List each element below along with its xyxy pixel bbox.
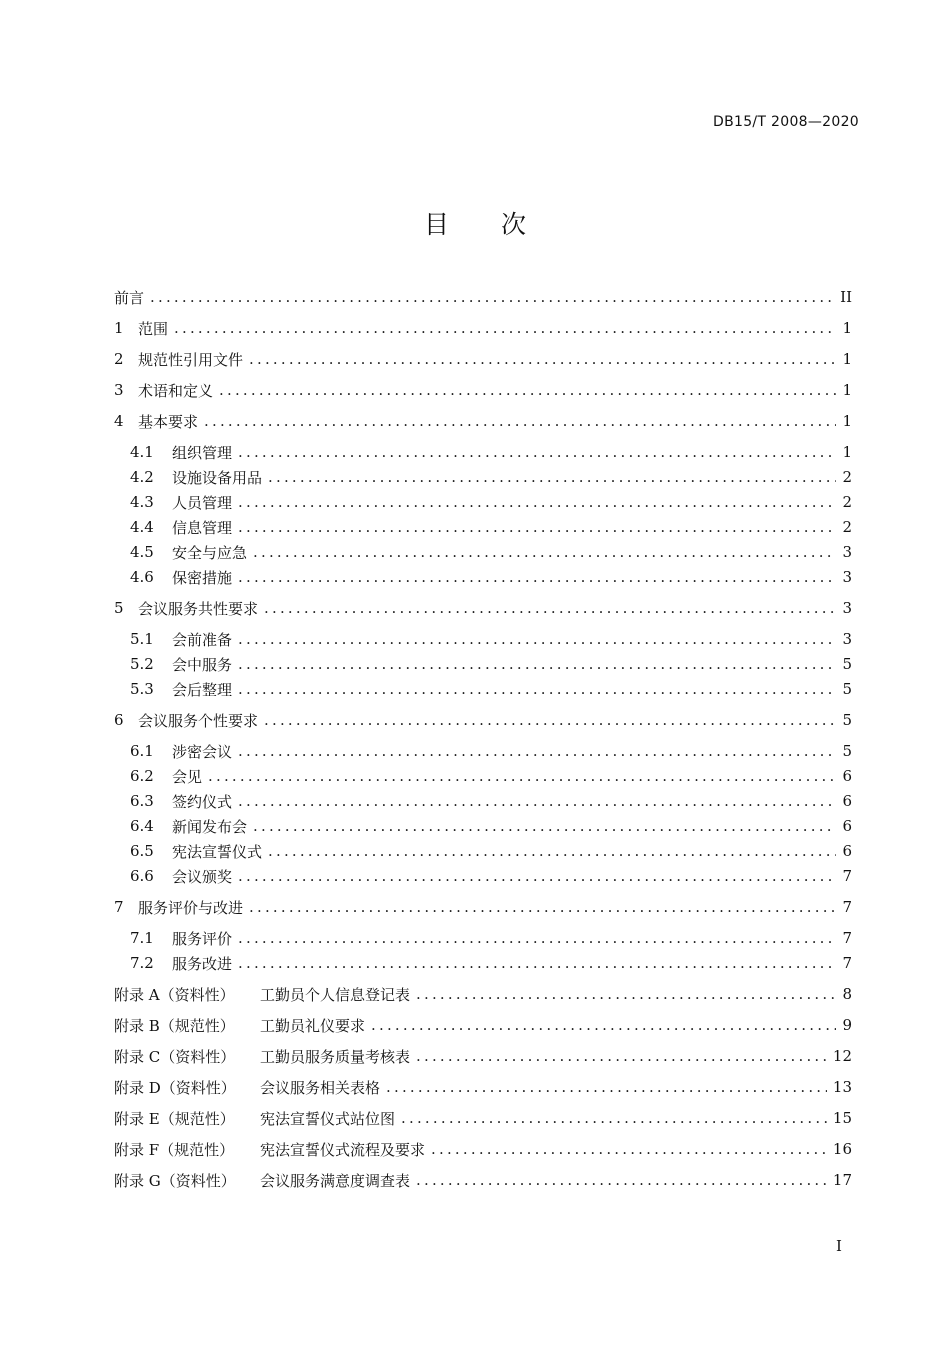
leader-dots bbox=[386, 1078, 827, 1096]
toc-entry-page: 1 bbox=[842, 350, 852, 368]
toc-entry-page: 6 bbox=[842, 792, 852, 810]
toc-subentry[interactable] bbox=[114, 465, 852, 489]
toc-entry-page: 7 bbox=[842, 929, 852, 947]
toc-entry[interactable] bbox=[114, 409, 852, 433]
toc-entry-number: 7.1 bbox=[130, 929, 154, 947]
toc-entry-label: 新闻发布会 bbox=[172, 817, 248, 836]
toc-entry-label: 服务改进 bbox=[172, 954, 233, 973]
leader-dots bbox=[238, 929, 836, 947]
leader-dots bbox=[219, 381, 836, 399]
toc-entry-page: 1 bbox=[842, 412, 852, 430]
leader-dots bbox=[268, 468, 836, 486]
toc-appendix-entry[interactable] bbox=[114, 1137, 852, 1161]
toc-entry-number: 6.3 bbox=[130, 792, 154, 810]
toc-entry-number: 5.1 bbox=[130, 630, 154, 648]
toc-entry-page: 12 bbox=[832, 1047, 852, 1065]
toc-subentry[interactable] bbox=[114, 814, 852, 838]
toc-entry-page: 5 bbox=[842, 680, 852, 698]
toc-entry-preface[interactable] bbox=[114, 285, 852, 309]
toc-entry-label: 前言 bbox=[114, 288, 145, 307]
toc-entry[interactable] bbox=[114, 316, 852, 340]
toc-subentry[interactable] bbox=[114, 490, 852, 514]
leader-dots bbox=[238, 792, 836, 810]
toc-entry-label: 宪法宣誓仪式 bbox=[172, 842, 263, 861]
toc-entry-label: 宪法宣誓仪式站位图 bbox=[260, 1109, 396, 1128]
toc-entry-number: 4.4 bbox=[130, 518, 154, 536]
toc-entry-label: 会议颁奖 bbox=[172, 867, 233, 886]
toc-entry-label: 保密措施 bbox=[172, 568, 233, 587]
toc-entry-number: 6.6 bbox=[130, 867, 154, 885]
toc-entry-page: 7 bbox=[842, 898, 852, 916]
toc-entry-label: 范围 bbox=[138, 319, 169, 338]
leader-dots bbox=[238, 742, 836, 760]
toc-subentry[interactable] bbox=[114, 627, 852, 651]
toc-entry-number: 4.3 bbox=[130, 493, 154, 511]
toc-entry-label: 基本要求 bbox=[138, 412, 199, 431]
leader-dots bbox=[249, 898, 836, 916]
toc-appendix-entry[interactable] bbox=[114, 1044, 852, 1068]
toc-subentry[interactable] bbox=[114, 739, 852, 763]
leader-dots bbox=[208, 767, 836, 785]
toc-appendix-entry[interactable] bbox=[114, 1106, 852, 1130]
leader-dots bbox=[253, 817, 836, 835]
leader-dots bbox=[238, 493, 836, 511]
leader-dots bbox=[238, 630, 836, 648]
leader-dots bbox=[238, 954, 836, 972]
toc-entry-label: 设施设备用品 bbox=[172, 468, 263, 487]
leader-dots bbox=[238, 443, 836, 461]
toc-entry-number: 6 bbox=[114, 711, 124, 729]
leader-dots bbox=[238, 568, 836, 586]
toc-entry-page: 1 bbox=[842, 443, 852, 461]
toc-entry-number: 6.4 bbox=[130, 817, 154, 835]
toc-entry-label: 规范性引用文件 bbox=[138, 350, 244, 369]
toc-entry-number: 附录 A（资料性） bbox=[114, 985, 235, 1004]
toc-entry-label: 工勤员服务质量考核表 bbox=[260, 1047, 411, 1066]
toc-entry-label: 会中服务 bbox=[172, 655, 233, 674]
toc-subentry[interactable] bbox=[114, 677, 852, 701]
leader-dots bbox=[238, 680, 836, 698]
toc-entry-label: 信息管理 bbox=[172, 518, 233, 537]
toc-entry-label: 会议服务共性要求 bbox=[138, 599, 259, 618]
toc-entry-number: 6.5 bbox=[130, 842, 154, 860]
toc-subentry[interactable] bbox=[114, 515, 852, 539]
toc-entry-number: 附录 C（资料性） bbox=[114, 1047, 236, 1066]
toc-subentry[interactable] bbox=[114, 864, 852, 888]
toc-appendix-entry[interactable] bbox=[114, 982, 852, 1006]
page-title bbox=[0, 205, 950, 241]
toc-entry-number: 4.6 bbox=[130, 568, 154, 586]
title-char-1: 目 bbox=[423, 210, 449, 239]
toc-entry-label: 组织管理 bbox=[172, 443, 233, 462]
title-char-2: 次 bbox=[501, 210, 527, 239]
toc-entry-label: 会议服务满意度调查表 bbox=[260, 1171, 411, 1190]
toc-entry-number: 附录 B（规范性） bbox=[114, 1016, 235, 1035]
toc-entry-number: 附录 D（资料性） bbox=[114, 1078, 236, 1097]
toc-entry-label: 人员管理 bbox=[172, 493, 233, 512]
toc-appendix-entry[interactable] bbox=[114, 1013, 852, 1037]
toc-entry-page: 17 bbox=[832, 1171, 852, 1189]
toc-entry-label: 服务评价 bbox=[172, 929, 233, 948]
toc-entry-number: 4.2 bbox=[130, 468, 154, 486]
leader-dots bbox=[238, 518, 836, 536]
toc-entry-page: II bbox=[840, 288, 852, 306]
toc-entry-page: 8 bbox=[842, 985, 852, 1003]
toc-entry-label: 会议服务相关表格 bbox=[260, 1078, 381, 1097]
toc-entry-page: 3 bbox=[842, 543, 852, 561]
toc-entry-number: 5.3 bbox=[130, 680, 154, 698]
toc-entry-page: 2 bbox=[842, 468, 852, 486]
toc-entry-label: 签约仪式 bbox=[172, 792, 233, 811]
toc-subentry[interactable] bbox=[114, 839, 852, 863]
toc-subentry[interactable] bbox=[114, 951, 852, 975]
toc-entry-page: 7 bbox=[842, 954, 852, 972]
toc-entry-number: 4.5 bbox=[130, 543, 154, 561]
toc-entry-number: 附录 G（资料性） bbox=[114, 1171, 236, 1190]
toc-entry-number: 5 bbox=[114, 599, 124, 617]
toc-entry-page: 1 bbox=[842, 381, 852, 399]
toc-entry-page: 3 bbox=[842, 599, 852, 617]
toc-entry-number: 5.2 bbox=[130, 655, 154, 673]
toc-appendix-entry[interactable] bbox=[114, 1168, 852, 1192]
toc-entry-label: 宪法宣誓仪式流程及要求 bbox=[260, 1140, 426, 1159]
toc-entry-label: 会前准备 bbox=[172, 630, 233, 649]
toc-entry-page: 6 bbox=[842, 767, 852, 785]
toc-entry-number: 2 bbox=[114, 350, 124, 368]
toc-entry[interactable] bbox=[114, 895, 852, 919]
toc-entry-number: 4.1 bbox=[130, 443, 154, 461]
toc-subentry[interactable] bbox=[114, 652, 852, 676]
toc-entry-page: 2 bbox=[842, 493, 852, 511]
toc-subentry[interactable] bbox=[114, 926, 852, 950]
toc-entry[interactable] bbox=[114, 708, 852, 732]
toc-entry-number: 1 bbox=[114, 319, 124, 337]
leader-dots bbox=[416, 1171, 827, 1189]
toc-subentry[interactable] bbox=[114, 440, 852, 464]
toc-entry-page: 1 bbox=[842, 319, 852, 337]
toc-entry-page: 5 bbox=[842, 711, 852, 729]
toc-entry-label: 会后整理 bbox=[172, 680, 233, 699]
toc-entry-label: 涉密会议 bbox=[172, 742, 233, 761]
toc-entry-number: 4 bbox=[114, 412, 124, 430]
toc-entry-page: 9 bbox=[842, 1016, 852, 1034]
toc-entry-label: 术语和定义 bbox=[138, 381, 214, 400]
toc-entry-number: 7.2 bbox=[130, 954, 154, 972]
leader-dots bbox=[401, 1109, 827, 1127]
toc-entry-page: 6 bbox=[842, 817, 852, 835]
toc-entry-label: 会议服务个性要求 bbox=[138, 711, 259, 730]
leader-dots bbox=[268, 842, 836, 860]
toc-entry-number: 附录 F（规范性） bbox=[114, 1140, 235, 1159]
toc-entry[interactable] bbox=[114, 347, 852, 371]
leader-dots bbox=[238, 655, 836, 673]
leader-dots bbox=[371, 1016, 836, 1034]
toc-entry-page: 15 bbox=[832, 1109, 852, 1127]
toc-entry-page: 6 bbox=[842, 842, 852, 860]
toc-entry-label: 工勤员礼仪要求 bbox=[260, 1016, 366, 1035]
toc-entry-label: 服务评价与改进 bbox=[138, 898, 244, 917]
toc-subentry[interactable] bbox=[114, 764, 852, 788]
leader-dots bbox=[264, 711, 836, 729]
leader-dots bbox=[249, 350, 836, 368]
toc-subentry[interactable] bbox=[114, 789, 852, 813]
toc-entry-number: 附录 E（规范性） bbox=[114, 1109, 235, 1128]
toc-entry-number: 3 bbox=[114, 381, 124, 399]
leader-dots bbox=[264, 599, 836, 617]
toc-entry-page: 3 bbox=[842, 568, 852, 586]
toc-subentry[interactable] bbox=[114, 540, 852, 564]
toc-entry-page: 2 bbox=[842, 518, 852, 536]
toc-entry-page: 13 bbox=[832, 1078, 852, 1096]
document-code: DB15/T 2008—2020 bbox=[713, 114, 859, 130]
leader-dots bbox=[431, 1140, 827, 1158]
toc-entry-page: 16 bbox=[832, 1140, 852, 1158]
leader-dots bbox=[150, 288, 834, 306]
leader-dots bbox=[253, 543, 836, 561]
leader-dots bbox=[204, 412, 836, 430]
toc-entry-label: 会见 bbox=[172, 767, 203, 786]
toc-appendix-entry[interactable] bbox=[114, 1075, 852, 1099]
leader-dots bbox=[416, 1047, 827, 1065]
toc-entry[interactable] bbox=[114, 378, 852, 402]
page-number: I bbox=[836, 1237, 842, 1255]
leader-dots bbox=[416, 985, 836, 1003]
toc-entry-number: 6.1 bbox=[130, 742, 154, 760]
toc-entry-page: 5 bbox=[842, 655, 852, 673]
toc-entry-label: 安全与应急 bbox=[172, 543, 248, 562]
toc-entry-page: 3 bbox=[842, 630, 852, 648]
leader-dots bbox=[174, 319, 836, 337]
toc-entry-page: 5 bbox=[842, 742, 852, 760]
toc-subentry[interactable] bbox=[114, 565, 852, 589]
toc-entry[interactable] bbox=[114, 596, 852, 620]
leader-dots bbox=[238, 867, 836, 885]
toc-entry-number: 7 bbox=[114, 898, 124, 916]
toc-entry-label: 工勤员个人信息登记表 bbox=[260, 985, 411, 1004]
toc-entry-number: 6.2 bbox=[130, 767, 154, 785]
toc-entry-page: 7 bbox=[842, 867, 852, 885]
